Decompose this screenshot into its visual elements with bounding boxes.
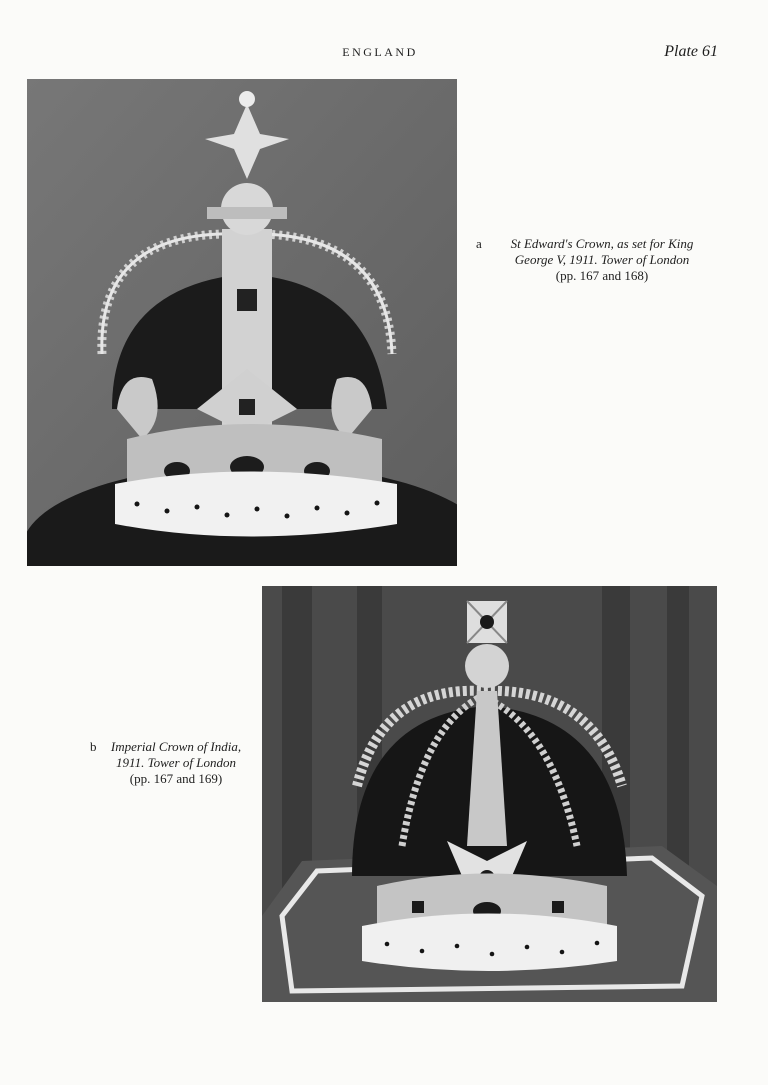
caption-b-line2: 1911. Tower of London: [116, 755, 236, 770]
caption-a: [476, 236, 726, 286]
plate-number: Plate 61: [664, 43, 718, 60]
caption-b-text: [108, 739, 244, 787]
caption-a-text: [496, 236, 708, 284]
photo-imperial-crown-of-india: [262, 586, 717, 1002]
running-head: [0, 45, 768, 65]
caption-a-line1: St Edward's Crown, as set for King: [510, 236, 694, 251]
plate-letter-b: b: [90, 739, 97, 754]
caption-b: [90, 739, 260, 789]
photo-st-edwards-crown: [27, 79, 457, 566]
caption-a-pages: (pp. 167 and 168): [555, 268, 649, 283]
plate-letter-a: a: [476, 236, 482, 251]
caption-b-line1: Imperial Crown of India,: [110, 739, 242, 754]
section-title: ENGLAND: [342, 45, 418, 59]
caption-a-line2: George V, 1911. Tower of London: [514, 252, 690, 267]
caption-b-pages: (pp. 167 and 169): [129, 771, 223, 786]
